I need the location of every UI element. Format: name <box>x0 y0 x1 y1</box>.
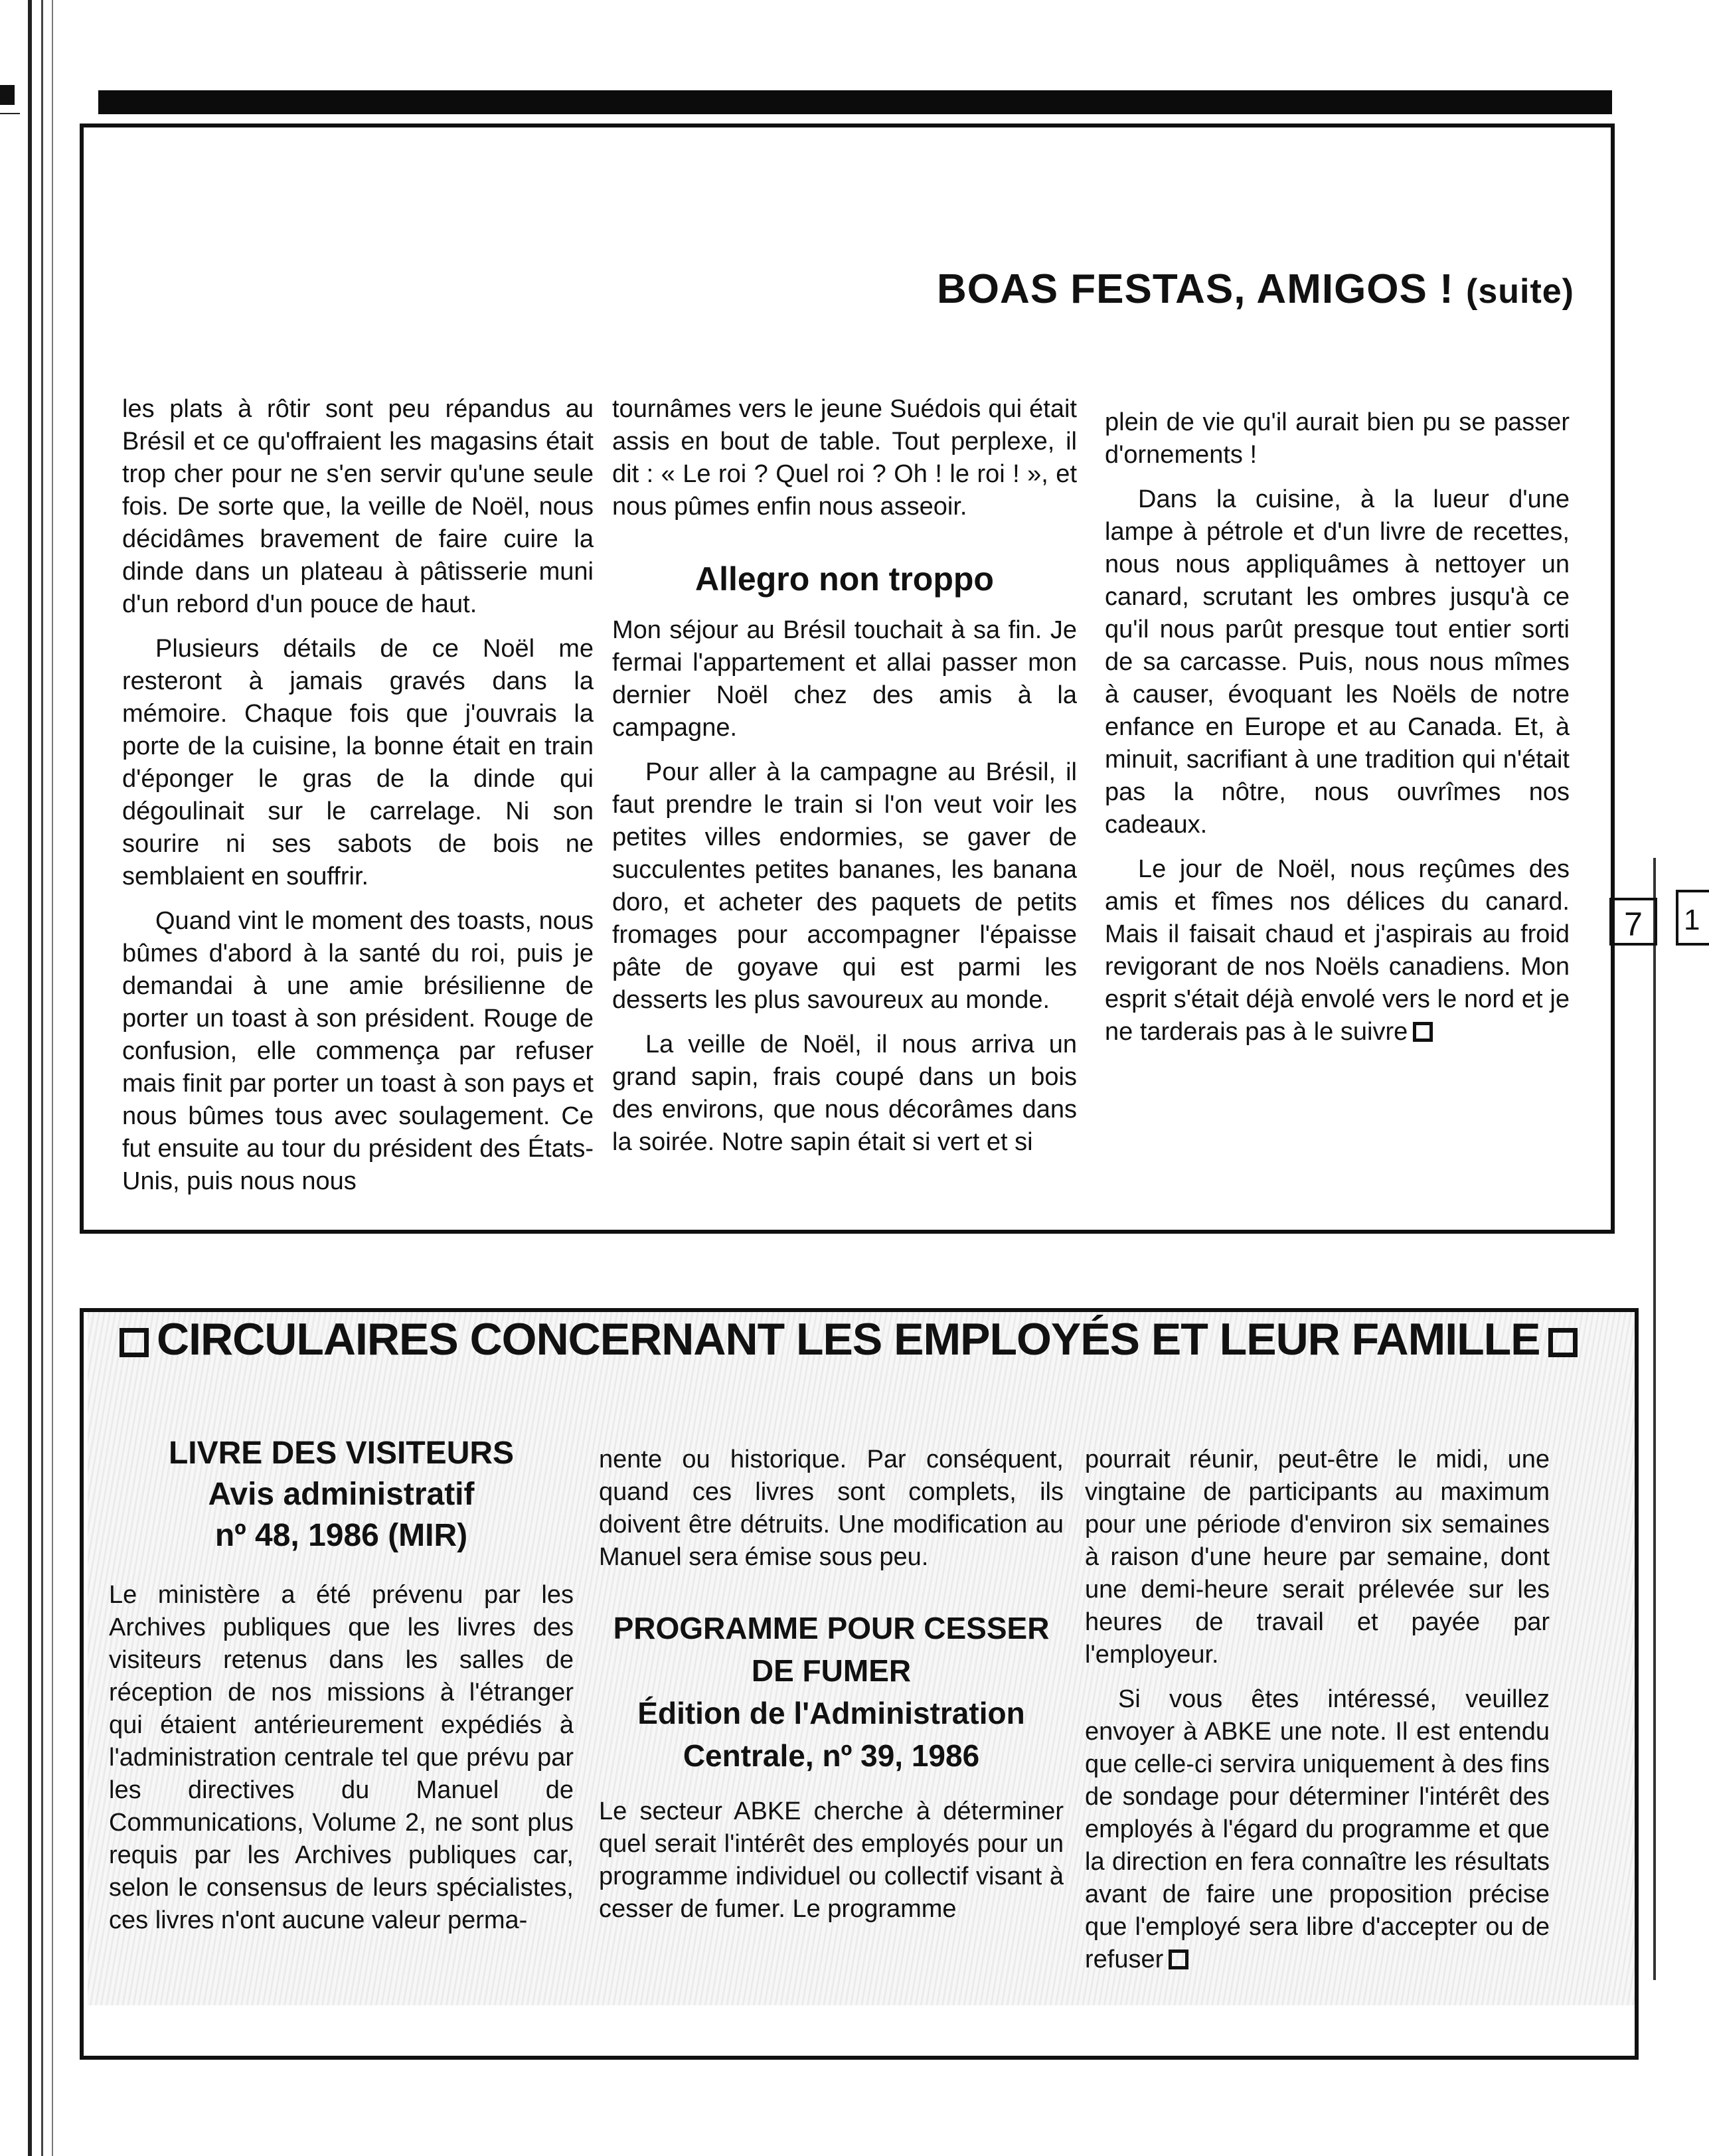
paragraph <box>1105 853 1570 1048</box>
article-column-3 <box>1105 406 1570 1060</box>
circulars-column-2 <box>599 1444 1064 1938</box>
circulars-column-3 <box>1085 1444 1550 1988</box>
visitors-book-heading <box>109 1433 574 1556</box>
article-title-suffix: (suite) <box>1466 272 1574 311</box>
heading-line: Centrale, nº 39, 1986 <box>683 1738 980 1773</box>
heading-line: nº 48, 1986 (MIR) <box>214 1518 468 1553</box>
title-square-icon <box>120 1328 149 1357</box>
page-number: 7 <box>1609 898 1657 946</box>
article-title-text: BOAS FESTAS, AMIGOS ! <box>936 266 1454 312</box>
circulars-title <box>112 1313 1599 1365</box>
binding-edge-inner <box>41 0 43 2156</box>
paragraph: Plusieurs détails de ce Noël me resteront à jamais gravés dans la mémoire. Chaque fois que j'ouvrais la porte de la cuisine, la bonne était en train d'éponger le gras de la dinde qui dégoulinait sur le carrelage. Ni son sourire ni ses sabots de bois ne semblaient en souffrir. <box>122 635 594 890</box>
paragraph: Pour aller à la campagne au Brésil, il faut prendre le train si l'on veut voir les petites villes endormies, se gaver de succulentes petites bananes, les banana doro, et acheter des paquets de petits fromages pour accompagner l'épaisse pâte de goyave qui est parmi les desserts les plus savoureux au monde. <box>612 758 1077 1014</box>
heading-line: DE FUMER <box>751 1653 912 1688</box>
heading-line: Édition de l'Administration <box>637 1696 1025 1730</box>
smoking-program-heading <box>599 1607 1064 1777</box>
adjacent-page-rule-right <box>1653 858 1656 1980</box>
paragraph: La veille de Noël, il nous arriva un grand sapin, frais coupé dans un bois des environs, que nous décorâmes dans la soirée. Notre sapin était si vert et si <box>612 1031 1077 1156</box>
heading-line: LIVRE DES VISITEURS <box>168 1436 515 1471</box>
paragraph: Le secteur ABKE cherche à déterminer quel serait l'intérêt des employés pour un programme individuel ou collectif visant à cesser de fumer. Le programme <box>599 1797 1064 1923</box>
paragraph: plein de vie qu'il aurait bien pu se passer d'ornements ! <box>1105 408 1570 469</box>
paragraph <box>1085 1683 1550 1976</box>
paragraph: pourrait réunir, peut-être le midi, une vingtaine de participants au maximum pour une période d'environ six semaines à raison d'une heure par semaine, dont une demi-heure serait prélevée sur les heures de travail et payée par l'employeur. <box>1085 1446 1550 1669</box>
paragraph: Le ministère a été prévenu par les Archives publiques que les livres des visiteurs retenus dans les salles de réception de nos missions à l'étranger qui étaient antérieurement expédiés à l'administration centrale tel que prévu par les directives du Manuel de Communications, Volume 2, ne sont plus requis par les Archives publiques car, selon le consensus de leurs spécialistes, ces livres n'ont aucune valeur perma- <box>109 1581 574 1934</box>
binding-edge-faint <box>52 0 53 2156</box>
circulars-column-1 <box>109 1433 574 1949</box>
adjacent-page-rule <box>0 113 20 114</box>
binding-edge <box>28 0 32 2156</box>
paragraph: les plats à rôtir sont peu répandus au Brésil et ce qu'offraient les magasins était trop cher pour ne s'en servir qu'une seule fois. De sorte que, la veille de Noël, nous décidâmes bravement de faire cuire la dinde dans un plateau à pâtisserie muni d'un rebord d'un pouce de haut. <box>122 395 594 618</box>
end-of-article-square-icon <box>1169 1949 1188 1969</box>
subheading: Allegro non troppo <box>695 560 994 598</box>
title-square-icon <box>1548 1328 1578 1357</box>
paragraph: tournâmes vers le jeune Suédois qui était assis en bout de table. Tout perplexe, il dit : « Le roi ? Quel roi ? Oh ! le roi ! », et nous pûmes enfin nous asseoir. <box>612 395 1077 521</box>
end-of-article-square-icon <box>1413 1022 1433 1042</box>
paragraph: nente ou historique. Par conséquent, quand ces livres sont complets, ils doivent être détruits. Une modification au Manuel sera émise sous peu. <box>599 1446 1064 1571</box>
circulars-title-text: CIRCULAIRES CONCERNANT LES EMPLOYÉS ET LEUR FAMILLE <box>157 1314 1540 1365</box>
paragraph: Quand vint le moment des toasts, nous bûmes d'abord à la santé du roi, puis je demandai à une amie brésilienne de porter un toast à son président. Rouge de confusion, elle commença par refuser mais finit par porter un toast à son pays et nous bûmes tous avec soulagement. Ce fut ensuite au tour du président des États-Unis, puis nous nous <box>122 907 594 1195</box>
paragraph-text: Si vous êtes intéressé, veuillez envoyer à ABKE une note. Il est entendu que celle-ci servira uniquement à des fins de sondage pour déterminer l'intérêt des employés à l'égard du programme et que la direction en fera connaître les résultats avant de faire une proposition précise que l'employé sera libre d'accepter ou de refuser <box>1085 1685 1550 1973</box>
top-heavy-rule <box>98 90 1612 114</box>
heading-line: PROGRAMME POUR CESSER <box>613 1611 1050 1645</box>
article-title <box>937 266 1574 313</box>
article-column-1 <box>122 393 594 1210</box>
paragraph-text: Le jour de Noël, nous reçûmes des amis et fîmes nos délices du canard. Mais il faisait chaud et j'aspirais au froid revigorant de nos Noëls canadiens. Mon esprit s'était déjà envolé vers le nord et je ne tarderais pas à le suivre <box>1105 855 1570 1046</box>
paragraph: Mon séjour au Brésil touchait à sa fin. Je fermai l'appartement et allai passer mon dernier Noël chez des amis à la campagne. <box>612 616 1077 742</box>
adjacent-page-mark <box>0 85 15 105</box>
paragraph: Dans la cuisine, à la lueur d'une lampe à pétrole et d'un livre de recettes, nous nous appliquâmes à nettoyer un canard, scrutant les ombres jusqu'à ce qu'il nous parût presque tout entier sorti de sa carcasse. Puis, nous nous mîmes à causer, évoquant les Noëls de notre enfance en Europe et au Canada. Et, à minuit, sacrifiant à une tradition qui n'était pas la nôtre, nous ouvrîmes nos cadeaux. <box>1105 485 1570 839</box>
adjacent-page-number: 1 <box>1676 890 1709 946</box>
heading-line: Avis administratif <box>208 1477 475 1512</box>
article-column-2 <box>612 393 1077 1171</box>
